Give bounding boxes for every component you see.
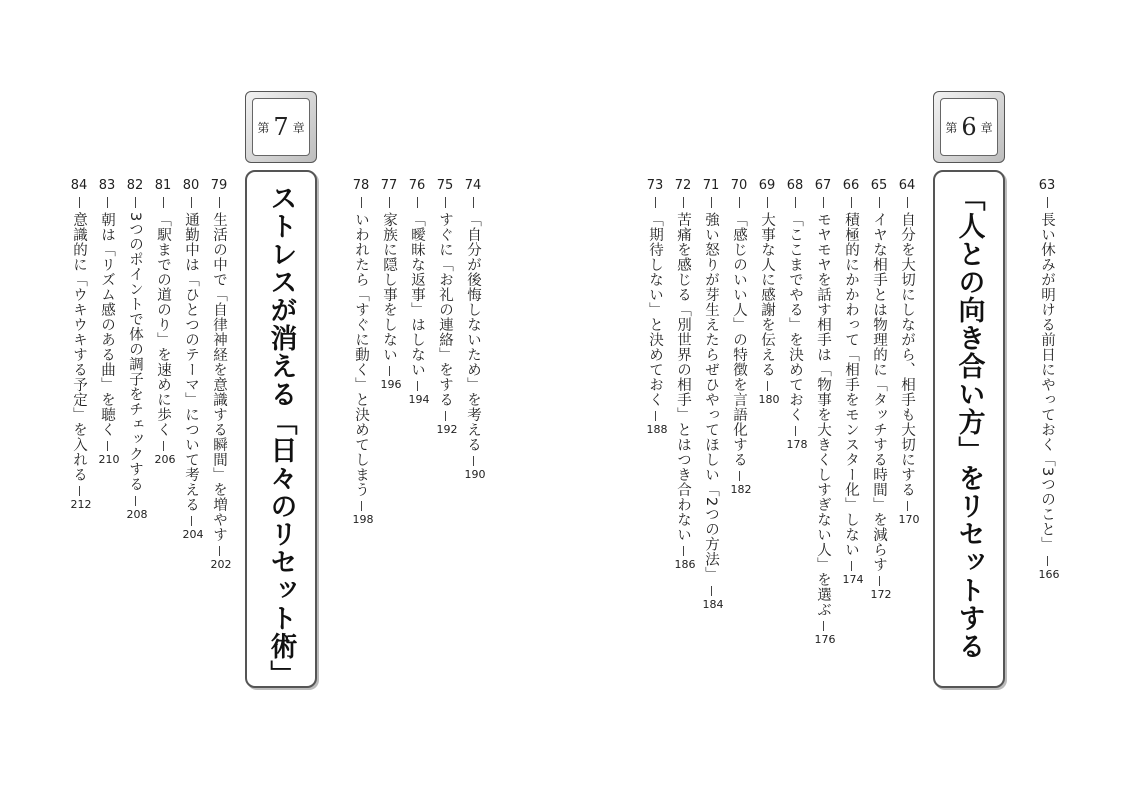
entry-title: 「自分が後悔しないため」を考える — [465, 212, 481, 452]
page-dash — [739, 471, 740, 481]
entry-page: 202 — [210, 558, 232, 571]
entry-rule — [823, 197, 824, 208]
toc-entry[interactable] — [69, 178, 92, 511]
entry-rule — [795, 197, 796, 208]
page-dash — [163, 441, 164, 451]
toc-entry[interactable] — [125, 178, 148, 521]
entry-number: 74 — [464, 178, 482, 193]
entry-number: 79 — [210, 178, 228, 193]
entry-page: 192 — [436, 423, 458, 436]
entry-rule — [739, 197, 740, 208]
toc-entry[interactable] — [209, 178, 232, 571]
entry-number: 70 — [730, 178, 748, 193]
chapter-6-title: 「人との向き合い方」をリセットする — [953, 184, 985, 660]
page-dash — [795, 426, 796, 436]
chapter-6-badge — [933, 91, 1005, 163]
entry-title: 大事な人に感謝を伝える — [759, 212, 775, 377]
page-dash — [655, 411, 656, 421]
chapter-6-prefix: 第 — [945, 120, 958, 135]
entry-number: 66 — [842, 178, 860, 193]
page-dash — [473, 456, 474, 466]
toc-entry[interactable] — [841, 178, 864, 586]
entry-number: 76 — [408, 178, 426, 193]
entry-title: 意識的に「ウキウキする予定」を入れる — [71, 212, 87, 482]
chapter-7-prefix: 第 — [257, 120, 270, 135]
toc-entry[interactable] — [729, 178, 752, 496]
entry-rule — [389, 197, 390, 208]
entry-title: 3つのポイントで体の調子をチェックする — [127, 212, 143, 492]
entry-number: 78 — [352, 178, 370, 193]
toc-entry[interactable] — [435, 178, 458, 436]
page-dash — [907, 501, 908, 511]
entry-title: 通勤中は「ひとつのテーマ」について考える — [183, 212, 199, 512]
chapter-7-suffix: 章 — [292, 120, 305, 135]
entry-number: 84 — [70, 178, 88, 193]
entry-number: 68 — [786, 178, 804, 193]
entry-rule — [1047, 197, 1048, 208]
page-dash — [823, 621, 824, 631]
entry-page: 172 — [870, 588, 892, 601]
entry-page: 206 — [154, 453, 176, 466]
toc-entry[interactable] — [379, 178, 402, 391]
chapter-6-suffix: 章 — [980, 120, 993, 135]
entry-number: 63 — [1038, 178, 1056, 193]
page-dash — [361, 501, 362, 511]
entry-rule — [191, 197, 192, 208]
chapter-6-badge-inner — [940, 98, 998, 156]
page-dash — [219, 546, 220, 556]
toc-entry[interactable] — [463, 178, 486, 481]
entry-number: 77 — [380, 178, 398, 193]
entry-title: 長い休みが明ける前日にやっておく「3つのこと」 — [1039, 212, 1055, 552]
entry-page: 184 — [702, 597, 724, 611]
entry-rule — [473, 197, 474, 208]
entry-page: 174 — [842, 573, 864, 586]
chapter-7-badge-inner — [252, 98, 310, 156]
entry-title: すぐに「お礼の連絡」をする — [437, 212, 453, 407]
entry-page: 178 — [786, 438, 808, 451]
entry-page: 204 — [182, 528, 204, 541]
entry-page: 210 — [98, 453, 120, 466]
entry-page: 180 — [758, 393, 780, 406]
entry-title: モヤモヤを話す相手は「物事を大きくしすぎない人」を選ぶ — [815, 212, 831, 617]
entry-rule — [683, 197, 684, 208]
toc-entry[interactable] — [1037, 178, 1060, 581]
entry-rule — [907, 197, 908, 208]
toc-entry[interactable] — [645, 178, 668, 436]
entry-page: 196 — [380, 378, 402, 391]
entry-rule — [79, 197, 80, 208]
entry-page: 208 — [126, 507, 148, 521]
toc-entry[interactable] — [869, 178, 892, 601]
page-dash — [417, 381, 418, 391]
entry-page: 188 — [646, 423, 668, 436]
entry-rule — [163, 197, 164, 208]
page-dash — [851, 561, 852, 571]
toc-entry[interactable] — [181, 178, 204, 541]
page-dash — [107, 441, 108, 451]
entry-title: 「ここまでやる」を決めておく — [787, 212, 803, 422]
entry-number: 67 — [814, 178, 832, 193]
entry-page: 182 — [730, 483, 752, 496]
entry-number: 82 — [126, 178, 144, 193]
chapter-7-title-panel — [245, 170, 317, 688]
entry-page: 190 — [464, 468, 486, 481]
toc-entry[interactable] — [351, 178, 374, 526]
entry-number: 69 — [758, 178, 776, 193]
entry-title: 強い怒りが芽生えたらぜひやってほしい「2つの方法」 — [703, 212, 719, 582]
entry-title: 積極的にかかわって「相手をモンスター化」しない — [843, 212, 859, 557]
toc-entry[interactable] — [757, 178, 780, 406]
page-dash — [711, 586, 712, 596]
entry-title: いわれたら「すぐに動く」と決めてしまう — [353, 212, 369, 497]
entry-rule — [655, 197, 656, 208]
entry-number: 80 — [182, 178, 200, 193]
chapter-6-title-panel — [933, 170, 1005, 688]
toc-entry[interactable] — [673, 178, 696, 571]
toc-entry[interactable] — [813, 178, 836, 646]
entry-title: 苦痛を感じる「別世界の相手」とはつき合わない — [675, 212, 691, 542]
entry-number: 71 — [702, 178, 720, 193]
entry-number: 65 — [870, 178, 888, 193]
entry-page: 176 — [814, 633, 836, 646]
entry-title: 家族に隠し事をしない — [381, 212, 397, 362]
toc-entry[interactable] — [407, 178, 430, 406]
entry-number: 75 — [436, 178, 454, 193]
toc-entry[interactable] — [785, 178, 808, 451]
entry-title: 生活の中で「自律神経を意識する瞬間」を増やす — [211, 212, 227, 542]
entry-rule — [445, 197, 446, 208]
toc-entry[interactable] — [153, 178, 176, 466]
page-dash — [135, 496, 136, 506]
entry-rule — [417, 197, 418, 208]
entry-title: 朝は「リズム感のある曲」を聴く — [99, 212, 115, 437]
entry-title: 自分を大切にしながら、相手も大切にする — [899, 212, 915, 497]
entry-number: 83 — [98, 178, 116, 193]
entry-title: イヤな相手とは物理的に「タッチする時間」を減らす — [871, 212, 887, 572]
toc-entry[interactable] — [701, 178, 724, 611]
entry-title: 「感じのいい人」の特徴を言語化する — [731, 212, 747, 467]
entry-number: 81 — [154, 178, 172, 193]
entry-number: 64 — [898, 178, 916, 193]
toc-entry[interactable] — [97, 178, 120, 466]
page-dash — [389, 366, 390, 376]
entry-page: 212 — [70, 498, 92, 511]
chapter-7-badge — [245, 91, 317, 163]
page-dash — [445, 411, 446, 421]
entry-rule — [711, 197, 712, 208]
entry-rule — [767, 197, 768, 208]
page-dash — [1047, 556, 1048, 566]
entry-number: 73 — [646, 178, 664, 193]
entry-rule — [219, 197, 220, 208]
entry-rule — [879, 197, 880, 208]
page-dash — [79, 486, 80, 496]
entry-page: 186 — [674, 558, 696, 571]
entry-page: 194 — [408, 393, 430, 406]
entry-page: 170 — [898, 513, 920, 526]
entry-rule — [135, 197, 136, 208]
chapter-7-number: 7 — [273, 113, 289, 141]
chapter-7-title: ストレスが消える「日々のリセット術」 — [265, 184, 297, 688]
entry-page: 198 — [352, 513, 374, 526]
entry-title: 「駅までの道のり」を速めに歩く — [155, 212, 171, 437]
entry-page: 166 — [1038, 567, 1060, 581]
chapter-6-number: 6 — [961, 113, 977, 141]
entry-number: 72 — [674, 178, 692, 193]
page-dash — [683, 546, 684, 556]
entry-title: 「期待しない」と決めておく — [647, 212, 663, 407]
entry-rule — [361, 197, 362, 208]
entry-rule — [107, 197, 108, 208]
page-dash — [879, 576, 880, 586]
page-dash — [767, 381, 768, 391]
page-dash — [191, 516, 192, 526]
entry-title: 「曖昧な返事」はしない — [409, 212, 425, 377]
entry-rule — [851, 197, 852, 208]
toc-entry[interactable] — [897, 178, 920, 526]
